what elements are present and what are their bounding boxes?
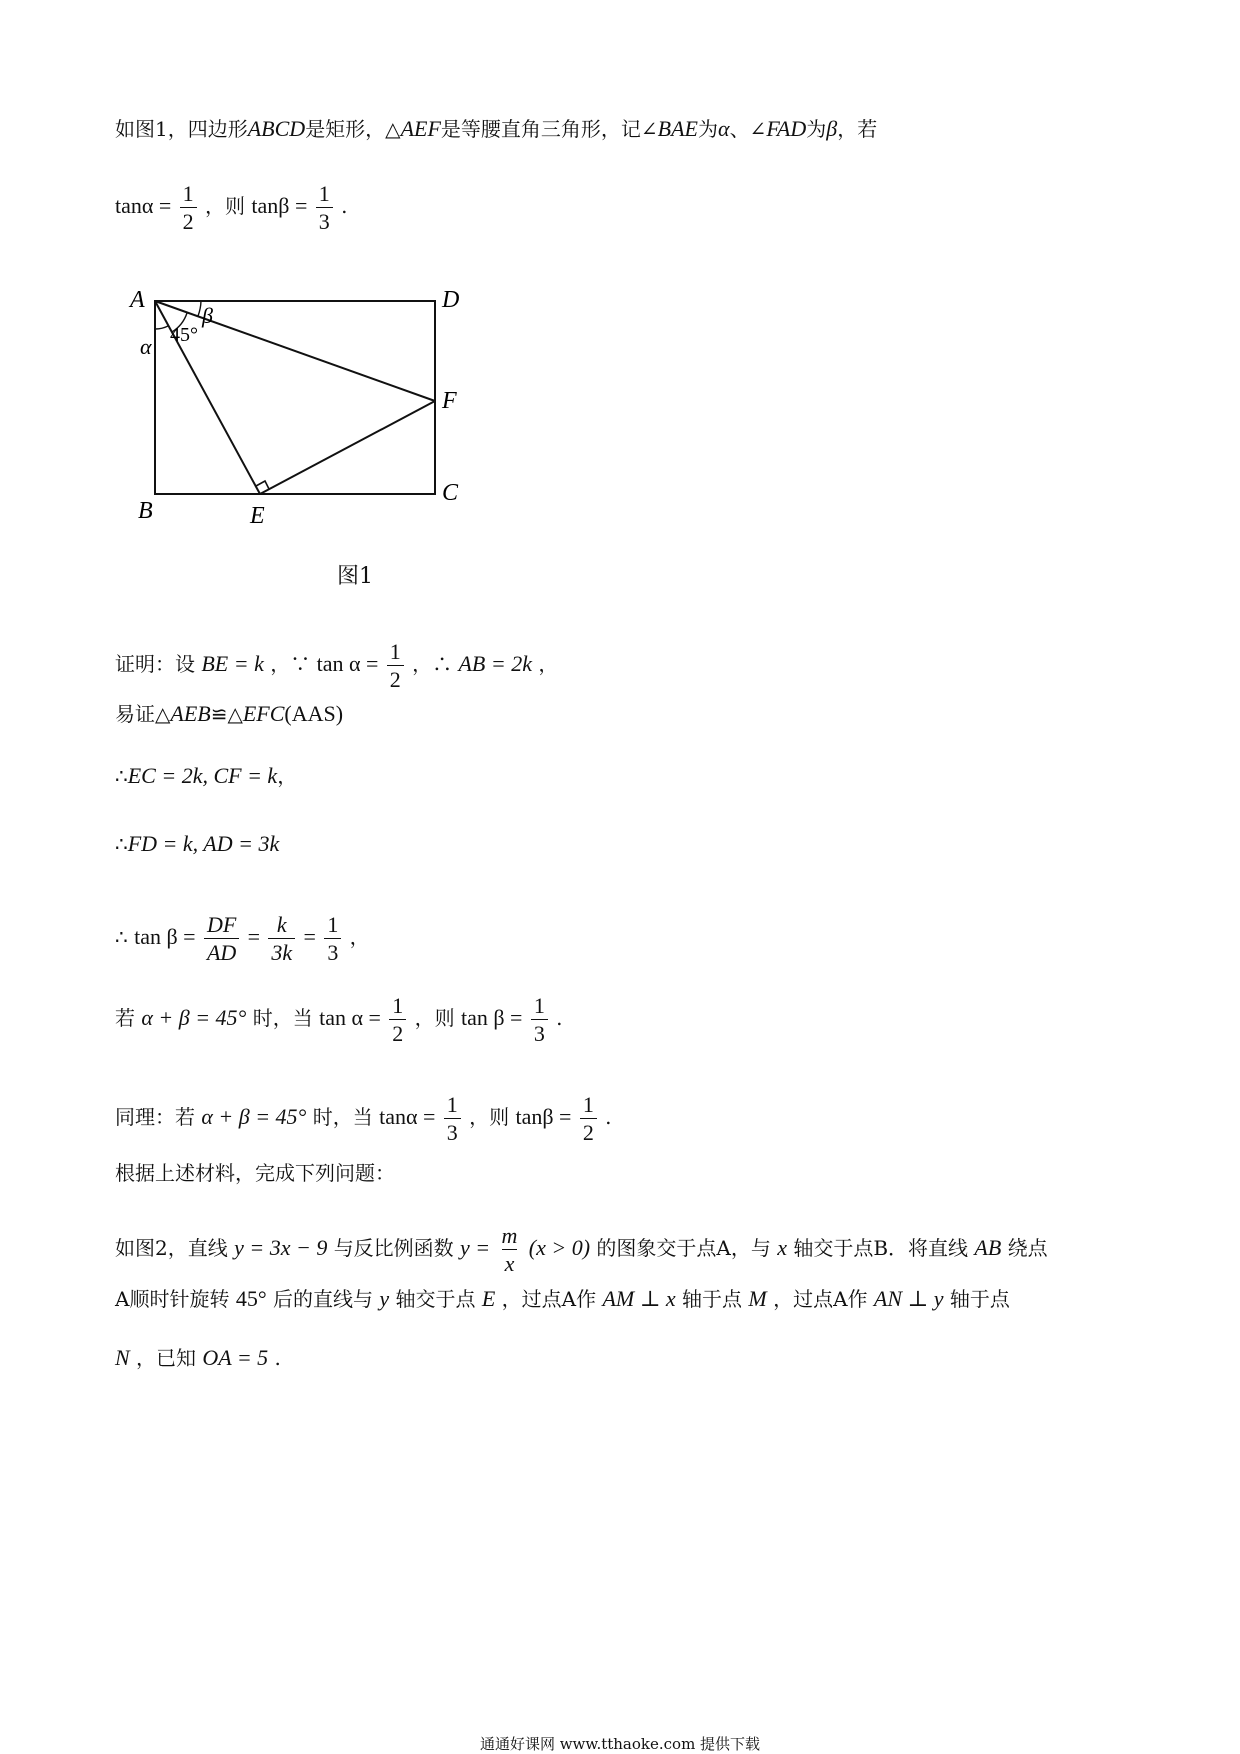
math-45-degrees: 45° bbox=[235, 1286, 267, 1311]
intro-text: 是矩形，△ bbox=[305, 117, 401, 141]
math-n: N bbox=[115, 1345, 130, 1370]
fraction-one-third: $\frac{1}{3}$ bbox=[531, 994, 548, 1045]
math-efc: EFC bbox=[242, 701, 285, 726]
fraction-one-third: $\frac{1}{3}$ bbox=[444, 1093, 461, 1144]
label-e: E bbox=[250, 503, 265, 529]
label-alpha: α bbox=[140, 334, 152, 359]
math-ec-cf: EC = 2k, CF = k bbox=[127, 763, 278, 788]
segment-af bbox=[155, 301, 435, 401]
label-d: D bbox=[442, 287, 460, 313]
math-abcd: ABCD bbox=[247, 116, 306, 141]
fraction-one-half: $\frac{1}{2}$ bbox=[180, 182, 197, 233]
intro-text: ，若 bbox=[837, 117, 878, 141]
page-footer: 通通好课网 www.tthaoke.com 提供下载 bbox=[479, 1735, 761, 1753]
math-bae: BAE bbox=[657, 116, 698, 141]
fraction-k-over-3k: $\frac{k}{3k}$ bbox=[268, 913, 295, 964]
intro-text: 是等腰直角三角形，记∠ bbox=[440, 117, 658, 141]
math-tan-alpha: tan α = bbox=[316, 651, 379, 677]
question-line-3: N ，已知 OA = 5 . bbox=[115, 1345, 281, 1370]
math-ab-equals-2k: AB = 2k bbox=[458, 651, 532, 677]
math-alpha-plus-beta: α + β = 45° bbox=[201, 1104, 307, 1130]
fraction-one-half: $\frac{1}{2}$ bbox=[389, 994, 406, 1045]
label-45-degrees: 45° bbox=[170, 324, 198, 346]
math-x-axis: x bbox=[777, 1235, 787, 1261]
label-c: C bbox=[442, 480, 459, 506]
proof-line-4: ∴FD = k, AD = 3k bbox=[115, 831, 280, 856]
math-e: E bbox=[481, 1286, 496, 1311]
math-beta: β bbox=[826, 116, 838, 141]
math-tan-alpha: tanα = bbox=[379, 1104, 436, 1130]
question-line-1: 如图2，直线 y = 3x − 9 与反比例函数 y = $\frac{m}{x}$ (x > 0) 的图象交于点A，与 x 轴交于点B．将直线 AB 绕点 bbox=[115, 1223, 1048, 1277]
math-tan-beta: tanβ = bbox=[515, 1104, 572, 1130]
math-tan-alpha: tan α = bbox=[319, 1005, 381, 1031]
question-intro: 根据上述材料，完成下列问题： bbox=[115, 1161, 395, 1185]
math-be-equals-k: BE = k bbox=[201, 651, 264, 677]
math-aas: (AAS) bbox=[284, 701, 344, 726]
proof-line-5: ∴ tan β = $\frac{DF}{AD}$ = $\frac{k}{3k}$ = $\frac{1}{3}$ ， bbox=[115, 912, 370, 966]
math-oa-equals-5: OA = 5 bbox=[202, 1345, 269, 1370]
math-am-perp-x: AM ⊥ x bbox=[602, 1286, 676, 1311]
math-tan-beta: tan β = bbox=[134, 924, 196, 950]
math-line-equation: y = 3x − 9 bbox=[234, 1235, 328, 1261]
proof-line-3: ∴EC = 2k, CF = k， bbox=[115, 763, 298, 788]
question-line-2: A顺时针旋转 45° 后的直线与 y 轴交于点 E ，过点A作 AM ⊥ x 轴于点 M ，过点A作 AN ⊥ y 轴于点 bbox=[115, 1286, 1010, 1311]
label-f: F bbox=[442, 388, 457, 414]
fraction-df-over-ad: $\frac{DF}{AD}$ bbox=[204, 913, 239, 964]
proof-line-1: 证明：设 BE = k ，∵ tan α = $\frac{1}{2}$ ，∴ AB = 2k ， bbox=[115, 639, 559, 693]
math-alpha-plus-beta: α + β = 45° bbox=[141, 1005, 247, 1031]
math-x-positive: (x > 0) bbox=[528, 1235, 591, 1261]
math-aef: AEF bbox=[400, 116, 441, 141]
figure-1-caption: 图1 bbox=[337, 564, 373, 589]
math-ab: AB bbox=[974, 1235, 1002, 1261]
fraction-one-third: $\frac{1}{3}$ bbox=[324, 913, 341, 964]
proof-line-6: 若 α + β = 45° 时，当 tan α = $\frac{1}{2}$ ，则 tan β = $\frac{1}{3}$ . bbox=[115, 993, 563, 1047]
tan-line: tanα = $\frac{1}{2}$ ，则 tanβ = $\frac{1}{3}$ . bbox=[115, 181, 348, 235]
math-fd-ad: FD = k, AD = 3k bbox=[127, 831, 280, 856]
right-angle-mark bbox=[256, 481, 269, 489]
segment-ef bbox=[260, 401, 435, 494]
math-alpha: α bbox=[718, 116, 730, 141]
intro-line bbox=[115, 118, 877, 140]
intro-text: 为 bbox=[698, 117, 718, 141]
math-m: M bbox=[748, 1286, 767, 1311]
intro-text: 、∠ bbox=[729, 117, 767, 141]
math-aeb: AEB bbox=[170, 701, 211, 726]
math-fad: FAD bbox=[766, 116, 807, 141]
fraction-m-over-x: $\frac{m}{x}$ bbox=[501, 1223, 518, 1277]
fraction-one-third: $\frac{1}{3}$ bbox=[316, 182, 333, 233]
math-an-perp-y: AN ⊥ y bbox=[873, 1286, 944, 1311]
math-y-equals: y = bbox=[460, 1235, 491, 1261]
intro-text: 如图1，四边形 bbox=[115, 117, 248, 141]
math-tan-alpha: tanα = bbox=[115, 193, 172, 219]
label-a: A bbox=[130, 287, 145, 313]
similar-line: 同理：若 α + β = 45° 时，当 tanα = $\frac{1}{3}$ ，则 tanβ = $\frac{1}{2}$ . bbox=[115, 1092, 612, 1146]
math-tan-beta: tan β = bbox=[460, 1005, 523, 1031]
intro-text: 为 bbox=[806, 117, 827, 141]
math-y-axis: y bbox=[379, 1286, 390, 1311]
label-beta: β bbox=[202, 303, 213, 328]
proof-line-2: 易证△AEB≌△EFC(AAS) bbox=[115, 701, 344, 726]
fraction-one-half: $\frac{1}{2}$ bbox=[387, 640, 404, 691]
fraction-one-half: $\frac{1}{2}$ bbox=[580, 1093, 597, 1144]
math-tan-beta: tanβ = bbox=[251, 193, 308, 219]
figure-1-diagram bbox=[120, 270, 520, 560]
angle-arc-alpha bbox=[155, 326, 168, 329]
label-b: B bbox=[138, 498, 153, 524]
angle-arc-beta bbox=[198, 301, 201, 316]
